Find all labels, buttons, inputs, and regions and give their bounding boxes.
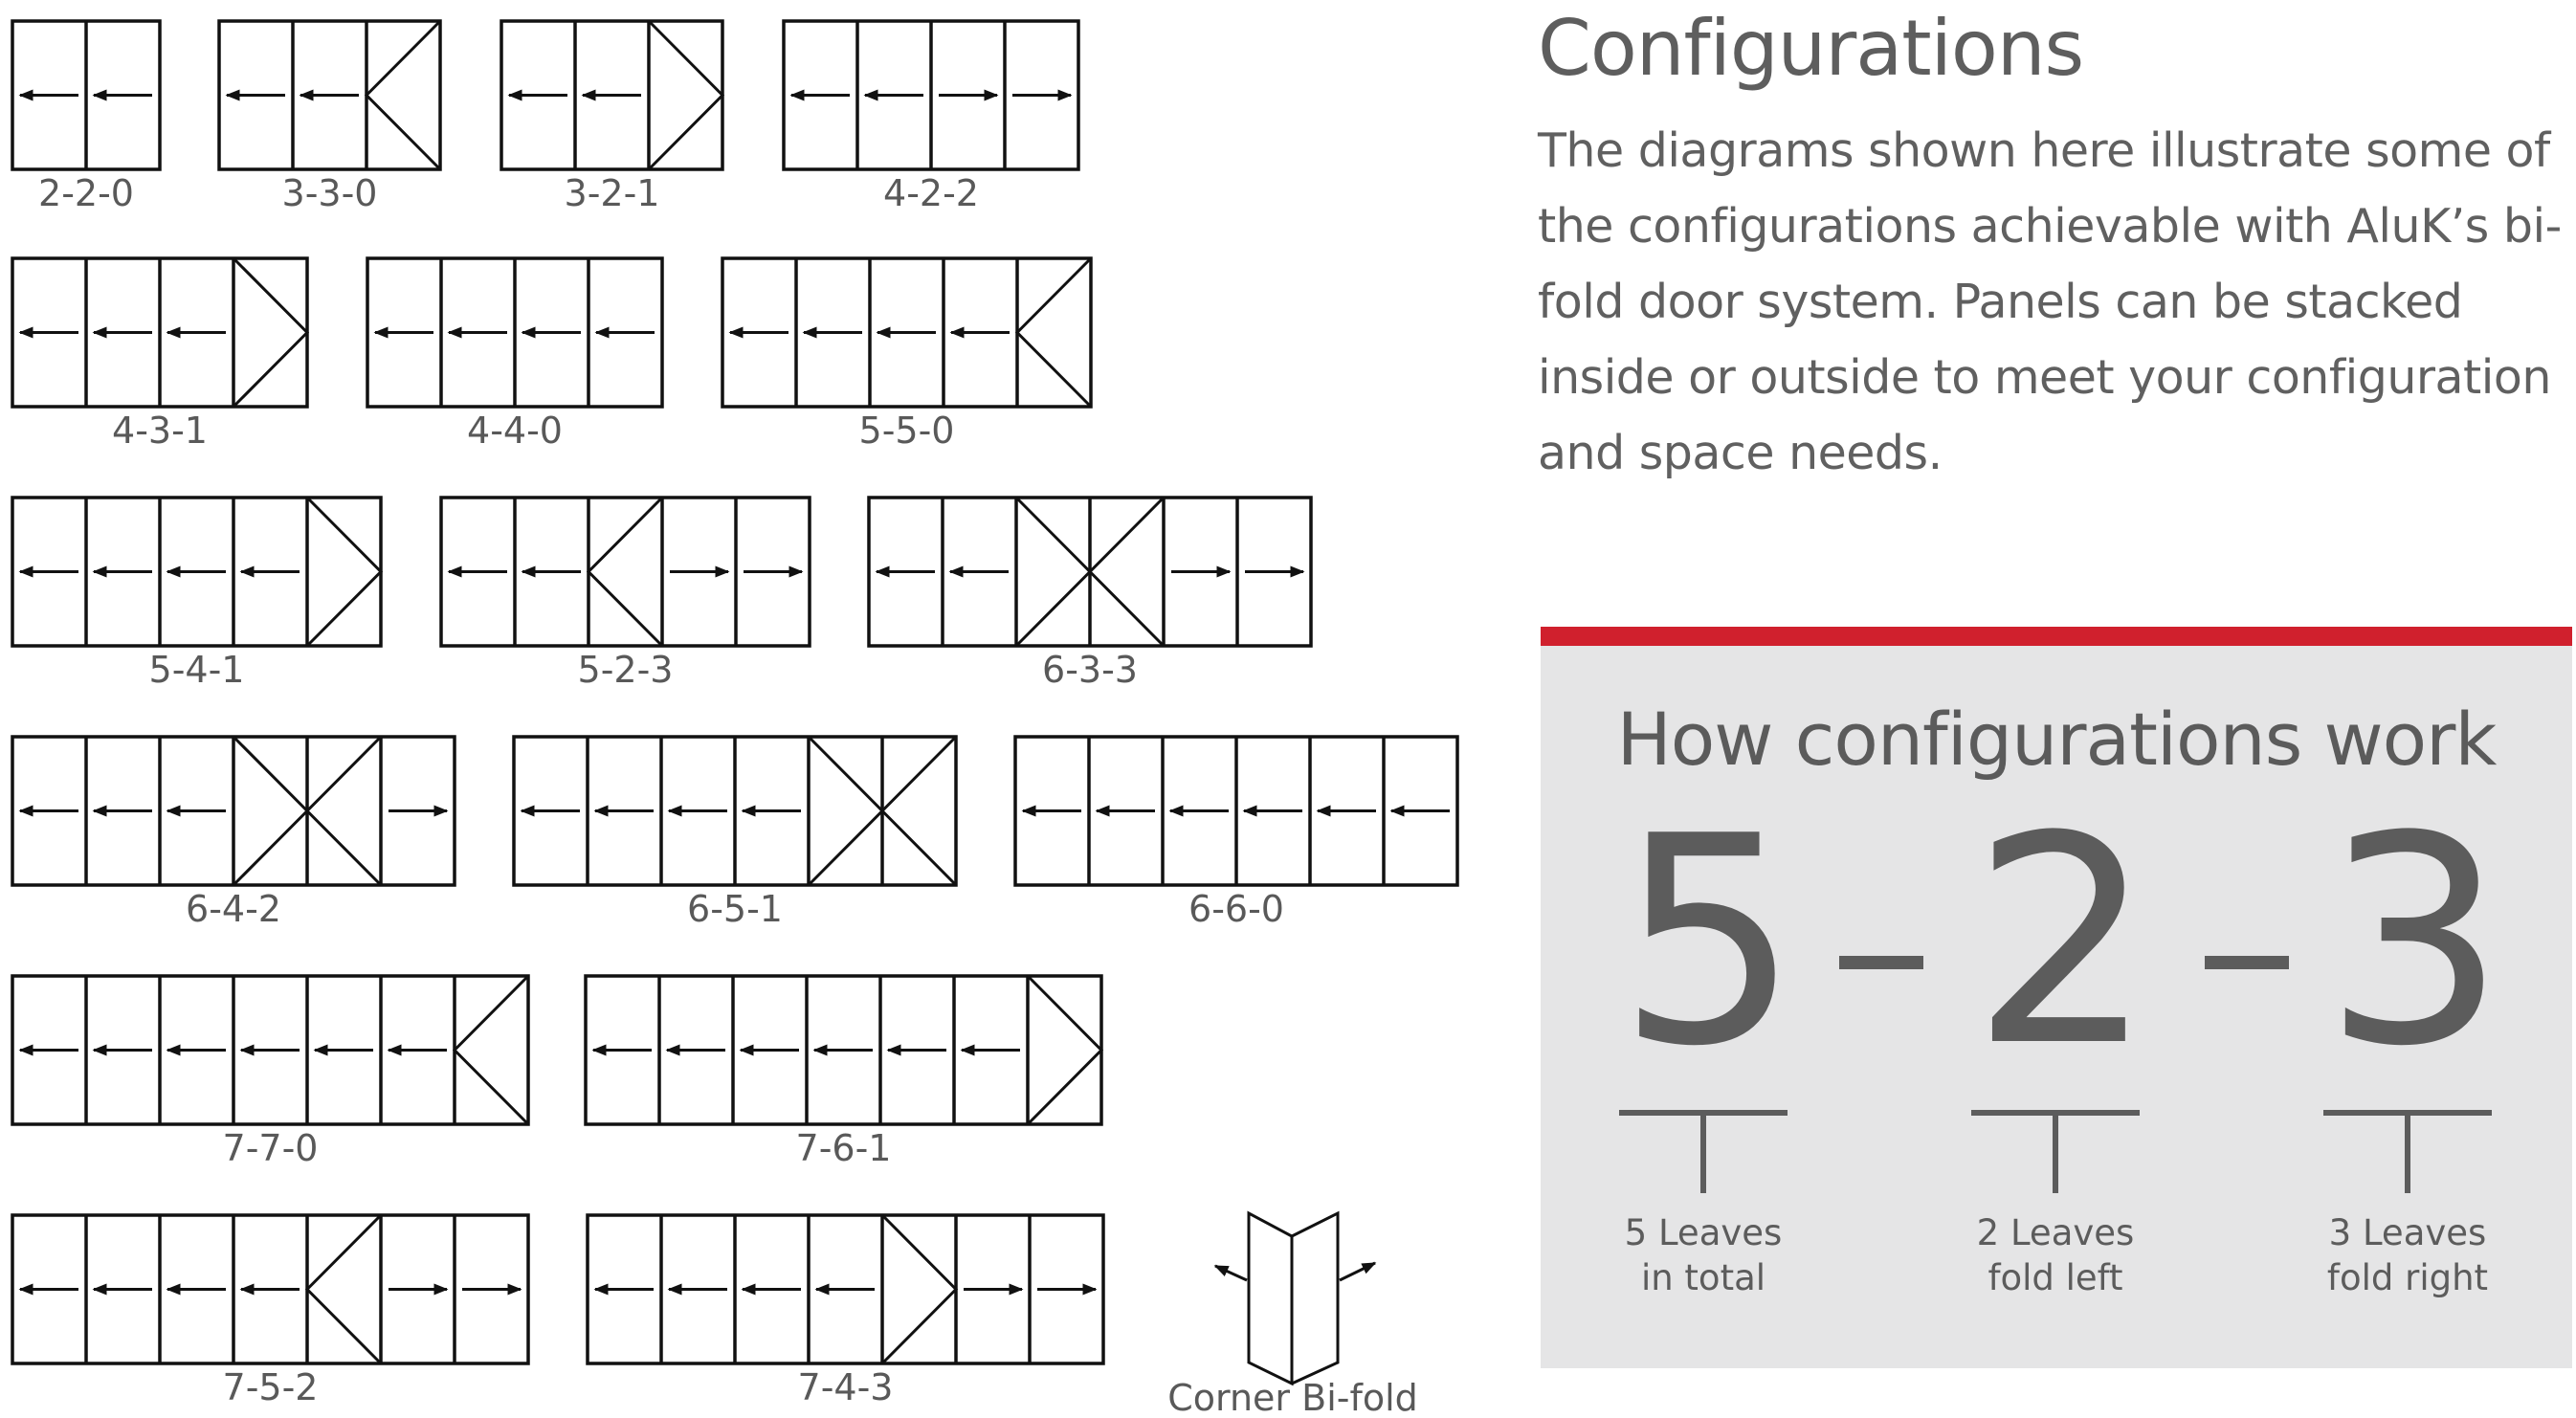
config-label: 4-3-1 [112, 410, 208, 452]
config-diagram-7-5-2 [12, 1215, 528, 1408]
tee-marker-stem [2053, 1115, 2058, 1193]
corner-bifold-label: Corner Bi-fold [1167, 1377, 1418, 1418]
hinge-open-left [1090, 498, 1164, 646]
config-diagram-7-6-1 [586, 976, 1101, 1169]
config-label: 3-3-0 [281, 172, 378, 214]
config-label: 7-5-2 [222, 1366, 319, 1408]
config-diagram-7-7-0 [12, 976, 528, 1169]
config-label: 5-4-1 [148, 649, 245, 691]
hinge-open-right [1028, 976, 1101, 1124]
separator-dash [2205, 956, 2289, 969]
config-diagram-3-2-1 [501, 21, 722, 214]
config-diagram-6-4-2 [12, 737, 455, 930]
page-title: Configurations [1538, 4, 2084, 93]
config-diagram-6-6-0 [1015, 737, 1457, 930]
hinge-open-right [809, 737, 882, 885]
config-label: 5-5-0 [858, 410, 955, 452]
caption-fold-left: 2 Leaves fold left [1976, 1212, 2135, 1298]
corner-bifold-icon [1215, 1213, 1375, 1384]
hinge-open-left [307, 737, 381, 885]
hinge-open-left [307, 1215, 381, 1363]
config-diagram-4-2-2 [784, 21, 1078, 214]
left-leaves-number: 2 [1971, 775, 2154, 1109]
caption-fold-right: 3 Leaves fold right [2326, 1212, 2489, 1298]
config-label: 5-2-3 [577, 649, 674, 691]
config-diagram-7-4-3 [588, 1215, 1103, 1408]
config-diagram-5-4-1 [12, 498, 381, 691]
hinge-open-right [1016, 498, 1090, 646]
tee-marker-stem [2405, 1115, 2410, 1193]
hinge-open-right [882, 1215, 956, 1363]
hinge-open-right [233, 258, 307, 407]
config-label: 2-2-0 [38, 172, 134, 214]
config-label: 6-6-0 [1188, 888, 1284, 930]
config-label: 7-4-3 [797, 1366, 894, 1408]
config-label: 7-6-1 [795, 1127, 892, 1169]
config-label: 3-2-1 [564, 172, 660, 214]
config-diagram-5-5-0 [722, 258, 1091, 452]
config-label: 4-2-2 [883, 172, 979, 214]
hinge-open-left [1017, 258, 1091, 407]
config-diagram-3-3-0 [219, 21, 440, 214]
hinge-open-left [588, 498, 662, 646]
separator-dash [1839, 956, 1923, 969]
config-diagram-6-5-1 [514, 737, 956, 930]
right-leaves-number: 3 [2323, 775, 2506, 1109]
config-diagram-2-2-0 [12, 21, 160, 214]
tee-marker-stem [1700, 1115, 1706, 1193]
accent-bar [1541, 627, 2572, 646]
config-diagram-4-3-1 [12, 258, 307, 452]
config-label: 4-4-0 [467, 410, 563, 452]
hinge-open-left [882, 737, 956, 885]
hinge-open-left [455, 976, 528, 1124]
hinge-open-right [233, 737, 307, 885]
panel-title: How configurations work [1616, 697, 2497, 782]
hinge-open-right [649, 21, 722, 169]
hinge-open-left [366, 21, 440, 169]
how-configurations-work-panel [1541, 627, 2572, 1368]
hinge-open-right [307, 498, 381, 646]
intro-paragraph: The diagrams shown here illustrate some of the configurations achievable with AluK’s bi-fold door system. Panels can be stacked inside or outside to meet your configuration and space needs. [1538, 123, 2562, 480]
config-label: 6-3-3 [1042, 649, 1138, 691]
config-label: 6-4-2 [186, 888, 281, 930]
config-label: 7-7-0 [222, 1127, 319, 1169]
config-diagram-5-2-3 [441, 498, 810, 691]
caption-total: 5 Leaves in total [1624, 1212, 1783, 1298]
config-label: 6-5-1 [687, 888, 783, 930]
config-diagram-6-3-3 [869, 498, 1311, 691]
config-diagram-4-4-0 [367, 258, 662, 452]
total-leaves-number: 5 [1617, 775, 1800, 1109]
